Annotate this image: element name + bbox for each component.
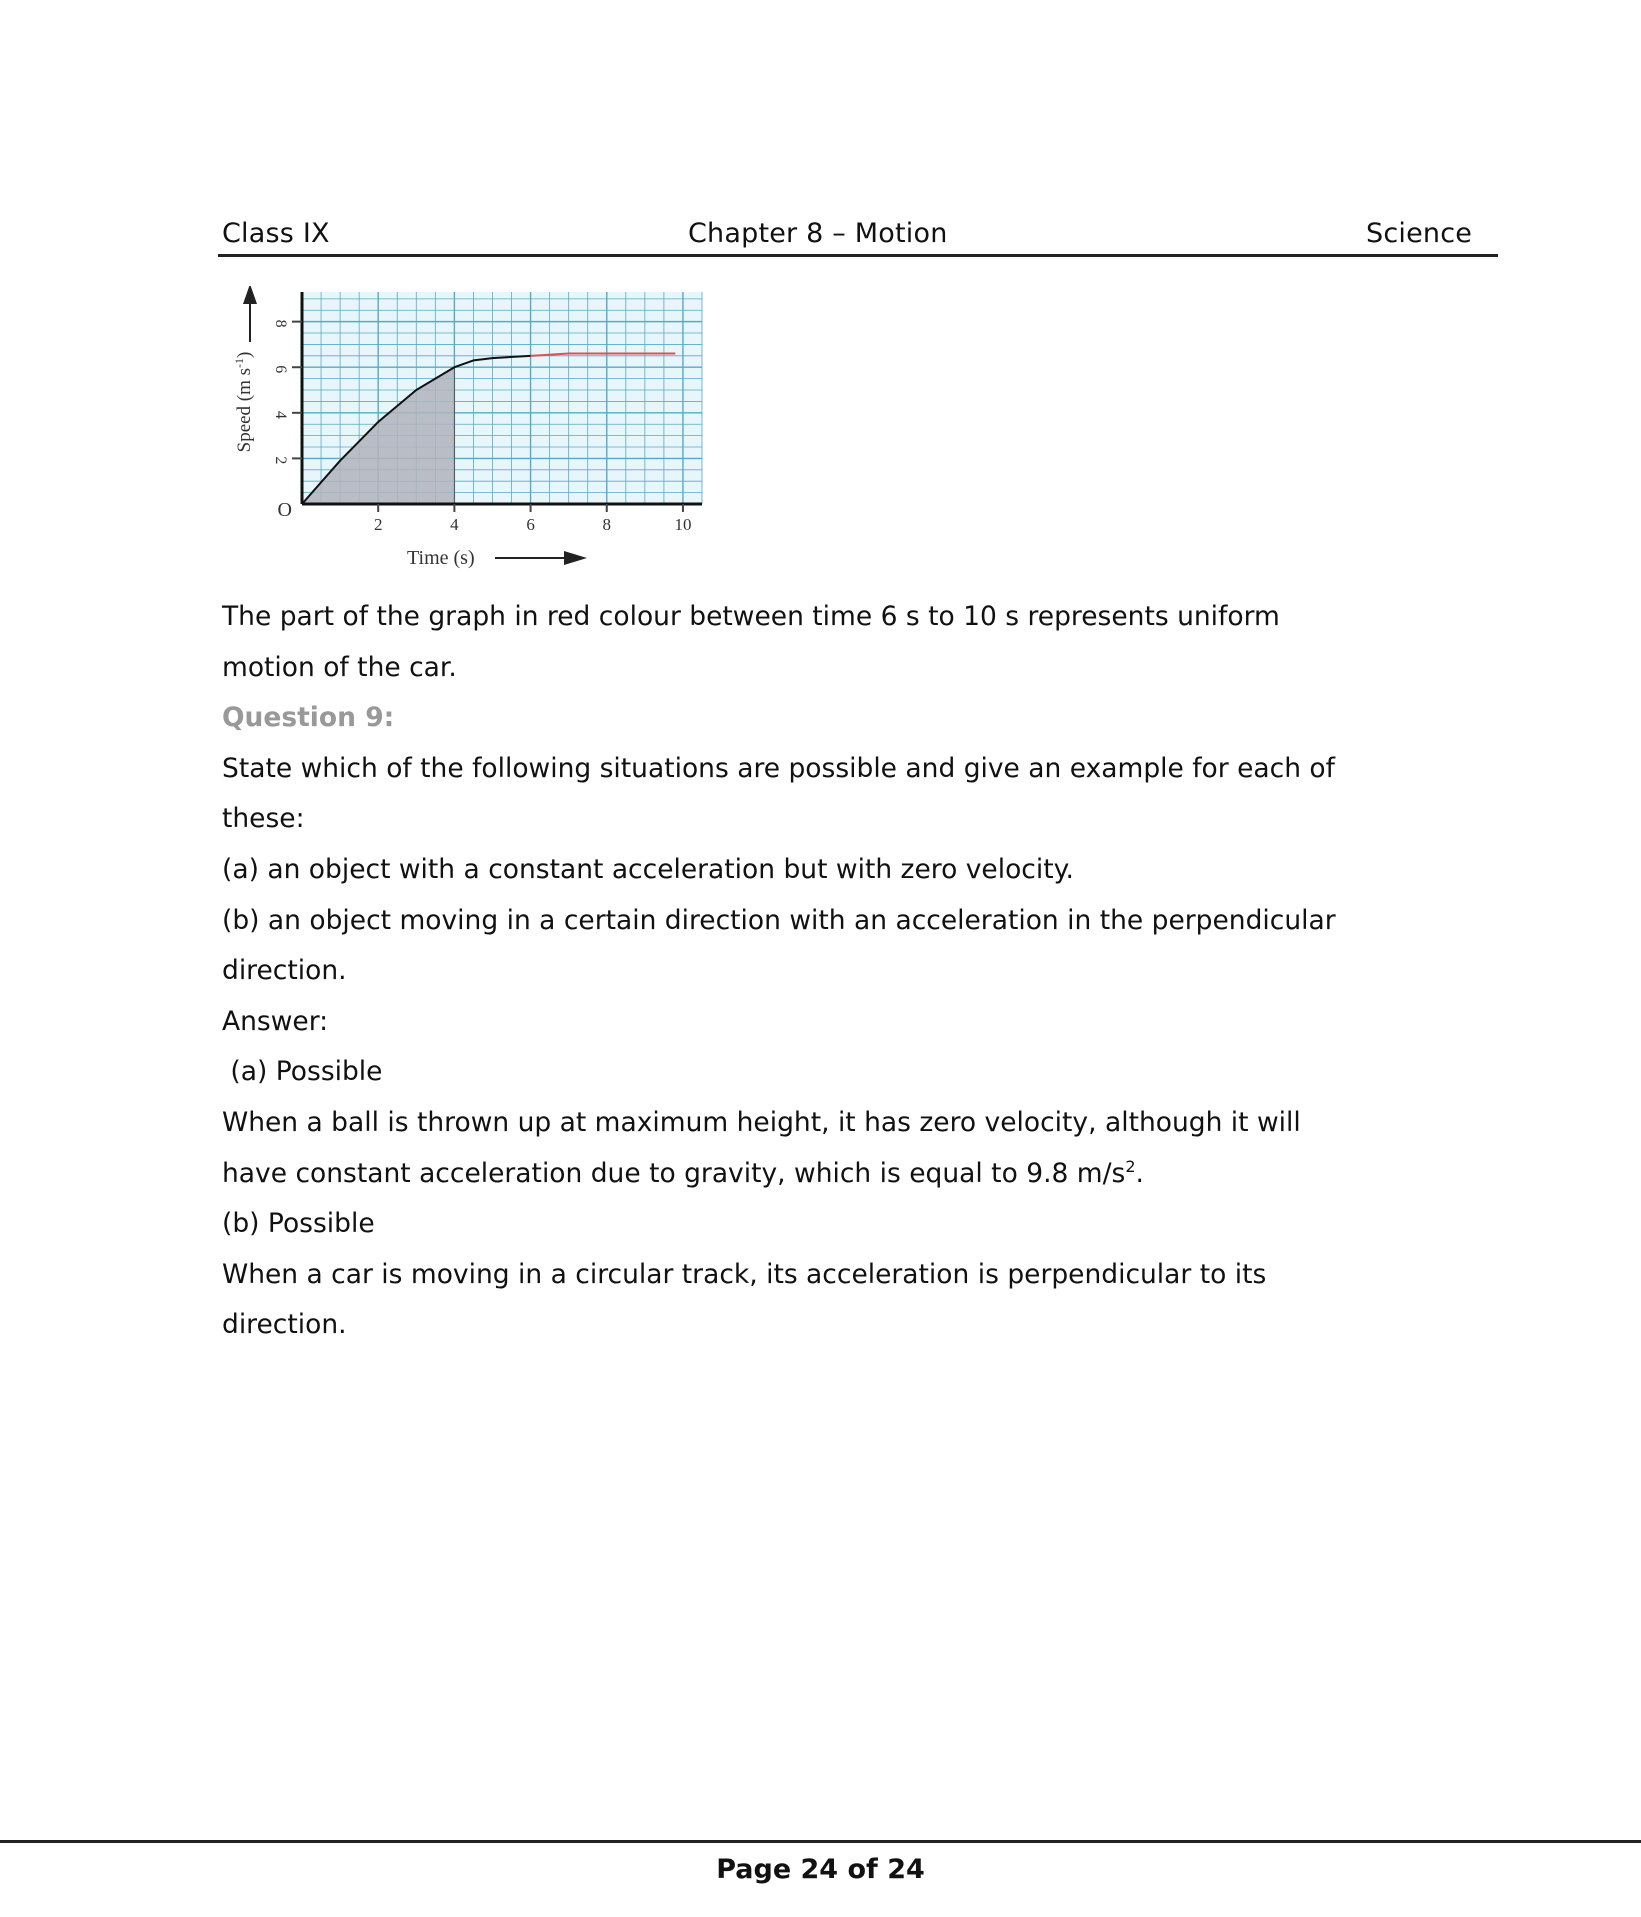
svg-text:Speed (m s-1): Speed (m $s^{-1}$) xyxy=(232,351,255,453)
header-subject: Science xyxy=(1366,218,1473,249)
question-part-a: (a) an object with a constant acceleration but with zero velocity. xyxy=(222,853,1074,885)
svg-text:8: 8 xyxy=(602,515,612,534)
answer-b-label: (b) Possible xyxy=(222,1208,375,1240)
header-class: Class IX xyxy=(222,218,330,249)
svg-text:2: 2 xyxy=(272,456,289,465)
svg-text:4: 4 xyxy=(450,515,459,534)
question-text: State which of the following situations are possible and give an example for each of xyxy=(222,752,1335,784)
period: . xyxy=(1135,1157,1144,1189)
question-part-b: direction. xyxy=(222,955,347,987)
question-heading: Question 9: xyxy=(222,702,395,734)
answer-label: Answer: xyxy=(222,1005,329,1037)
speed-time-graph xyxy=(228,286,718,586)
svg-text:8: 8 xyxy=(272,319,289,328)
question-text: these: xyxy=(222,803,305,835)
header-rule xyxy=(218,254,1498,257)
answer-b-text: direction. xyxy=(222,1309,347,1341)
page-number: Page 24 of 24 xyxy=(716,1854,925,1885)
paragraph: The part of the graph in red colour between time 6 s to 10 s represents uniform xyxy=(222,601,1280,632)
svg-text:6: 6 xyxy=(272,365,289,374)
footer-rule xyxy=(0,1840,1641,1843)
answer-a-text xyxy=(222,1149,1422,1200)
svg-text:4: 4 xyxy=(272,410,289,419)
document-body xyxy=(222,592,1422,1351)
answer-a-label: (a) Possible xyxy=(222,1056,383,1088)
svg-text:10: 10 xyxy=(674,515,692,534)
plot-area xyxy=(232,286,702,569)
svg-text:O: O xyxy=(277,499,292,521)
paragraph: motion of the car. xyxy=(222,651,457,683)
svg-text:Time (s): Time (s) xyxy=(407,547,475,569)
answer-a-text: When a ball is thrown up at maximum height, it has zero velocity, although it will xyxy=(222,1106,1301,1138)
answer-a-text-main: have constant acceleration due to gravity, which is equal to 9.8 m/s xyxy=(222,1157,1126,1189)
question-part-b: (b) an object moving in a certain direction with an acceleration in the perpendicular xyxy=(222,904,1336,936)
superscript: 2 xyxy=(1125,1156,1136,1176)
header-chapter: Chapter 8 – Motion xyxy=(688,218,948,249)
svg-text:2: 2 xyxy=(373,515,383,534)
answer-b-text: When a car is moving in a circular track, its acceleration is perpendicular to its xyxy=(222,1258,1267,1290)
svg-text:6: 6 xyxy=(526,515,535,534)
